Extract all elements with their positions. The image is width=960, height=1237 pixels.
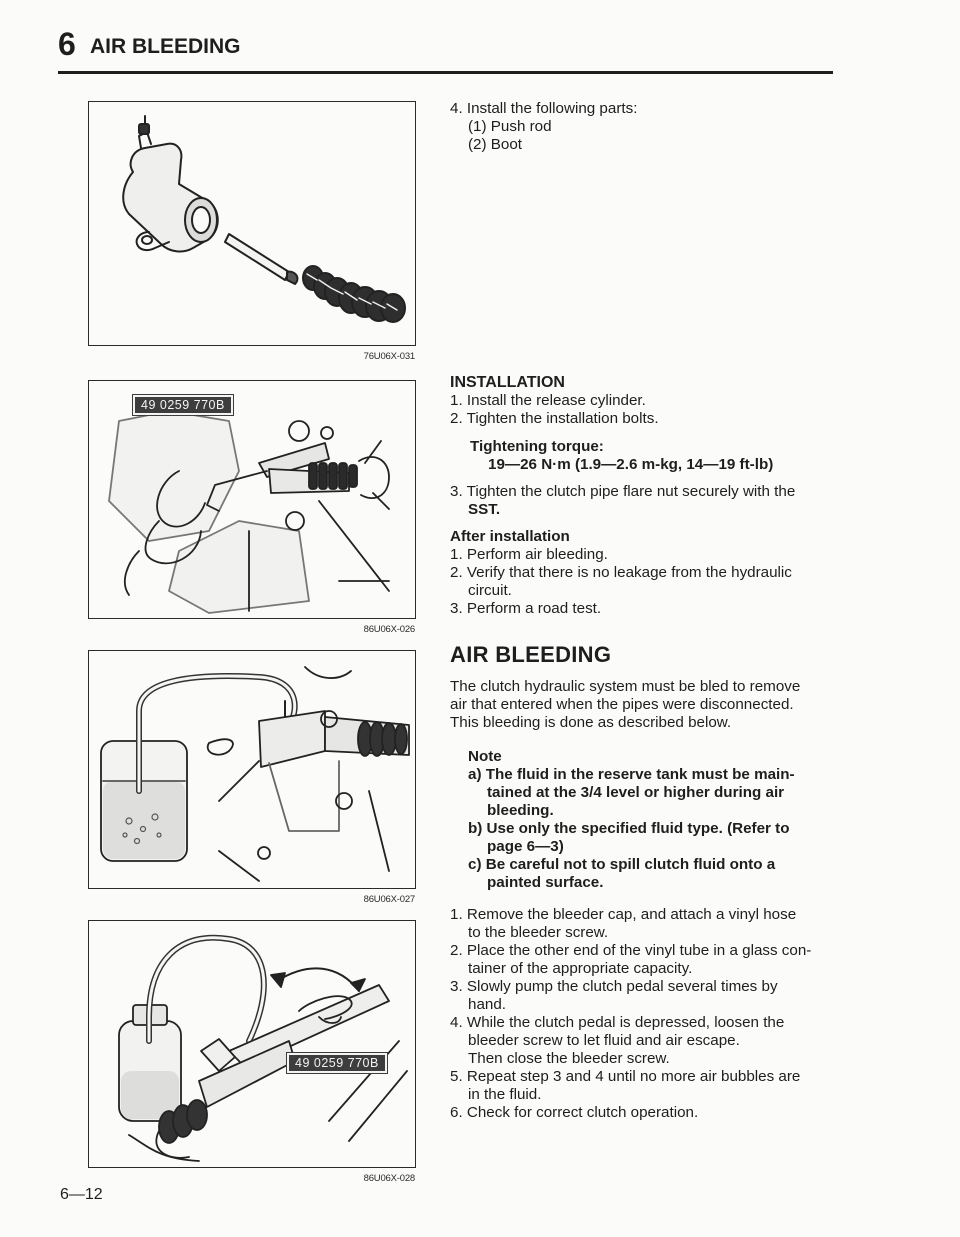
note-line: b) Use only the specified fluid type. (Refer to [468,820,790,837]
torque-value: 19—26 N·m (1.9—2.6 m-kg, 14—19 ft-lb) [488,456,774,473]
step-text: 6. Check for correct clutch operation. [450,1104,699,1121]
step-text: in the fluid. [468,1086,542,1103]
step-text: 2. Place the other end of the vinyl tube in a glass con- [450,942,812,959]
page-number: 6—12 [60,1186,103,1203]
step-text: 3. Slowly pump the clutch pedal several times by [450,978,778,995]
figure-code: 86U06X-028 [363,1173,415,1184]
figure-code: 86U06X-026 [363,624,415,635]
note-line: a) The fluid in the reserve tank must be main- [468,766,795,783]
step-item: (1) Push rod [468,118,552,135]
figure-code: 76U06X-031 [363,351,415,362]
installation-heading: INSTALLATION [450,374,565,391]
figure-code: 86U06X-027 [363,894,415,905]
step-text: SST. [468,501,501,518]
installation-section [450,374,832,618]
note-line: painted surface. [487,874,604,891]
step-item: (2) Boot [468,136,523,153]
header-rule [58,71,833,74]
removal-step-4 [450,100,832,154]
step-text: 4. While the clutch pedal is depressed, loosen the [450,1014,785,1031]
step-text: tainer of the appropriate capacity. [468,960,693,977]
figure-sst-installation [88,380,416,635]
note-line: bleeding. [487,802,554,819]
figure-release-cylinder-parts [88,101,416,362]
torque-label: Tightening torque: [470,438,604,455]
step-text: hand. [468,996,507,1013]
intro-line: This bleeding is done as described below. [450,714,732,731]
note-line: c) Be careful not to spill clutch fluid onto a [468,856,776,873]
step-text: 3. Perform a road test. [450,600,602,617]
note-label: Note [468,748,502,765]
intro-line: The clutch hydraulic system must be bled to remove [450,678,801,695]
step-text: 2. Verify that there is no leakage from the hydraulic [450,564,792,581]
step-text: 5. Repeat step 3 and 4 until no more air bubbles are [450,1068,801,1085]
air-bleeding-section [450,642,832,1122]
sst-label: 49 0259 770B [133,395,233,415]
step-text: circuit. [468,582,512,599]
step-text: 4. Install the following parts: [450,100,638,117]
figure-bleeding-wrench [88,920,416,1184]
step-text: Then close the bleeder screw. [468,1050,670,1067]
step-text: 3. Tighten the clutch pipe flare nut securely with the [450,483,796,500]
after-installation-heading: After installation [450,528,570,545]
note-line: page 6—3) [487,838,564,855]
step-text: to the bleeder screw. [468,924,609,941]
sst-label: 49 0259 770B [287,1053,387,1073]
section-title: AIR BLEEDING [90,35,241,58]
air-bleeding-heading: AIR BLEEDING [450,642,612,667]
step-text: bleeder screw to let fluid and air escape. [468,1032,740,1049]
page-header [58,26,833,72]
step-text: 1. Remove the bleeder cap, and attach a vinyl hose [450,906,797,923]
step-text: 2. Tighten the installation bolts. [450,410,659,427]
figure-bleeding-container [88,650,416,905]
section-number: 6 [58,26,77,62]
note-line: tained at the 3/4 level or higher during air [487,784,785,801]
step-text: 1. Perform air bleeding. [450,546,608,563]
intro-line: air that entered when the pipes were disconnected. [450,696,794,713]
step-text: 1. Install the release cylinder. [450,392,646,409]
